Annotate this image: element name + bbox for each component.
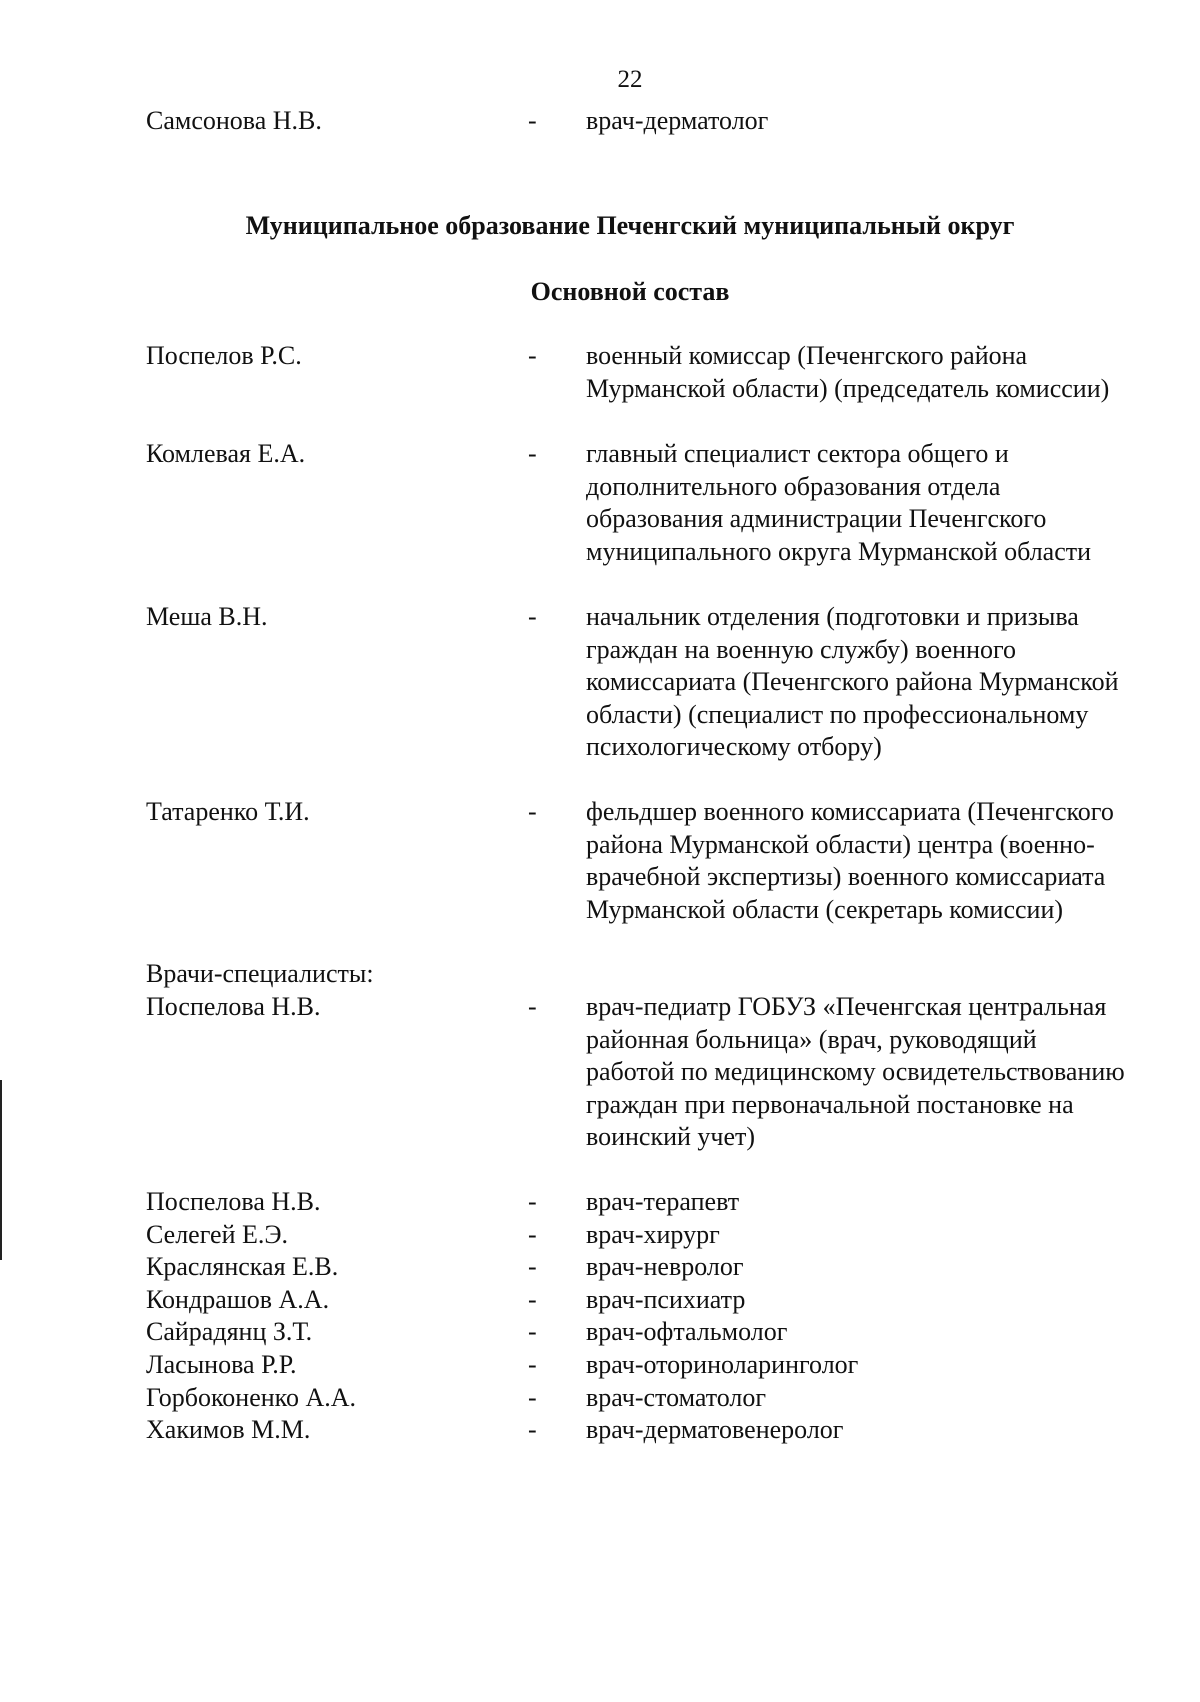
member-role: военный комиссар (Печенгского района Мурманской области) (председатель комиссии) <box>586 341 1110 403</box>
dash-separator: - <box>528 439 537 468</box>
dash-separator: - <box>528 1219 537 1249</box>
member-name: Хакимов М.М. <box>146 1415 311 1445</box>
dash-separator: - <box>528 1350 537 1379</box>
member-role: врач-оториноларинголог <box>586 1350 859 1379</box>
member-name: Сайрадянц З.Т. <box>146 1317 313 1347</box>
member-role: врач-невролог <box>586 1252 744 1282</box>
member-role: начальник отделения (подготовки и призыва граждан на военную службу) военного комиссариата (Печенгского района Мурманской области) (специалист по профессиональному психологическому отбору) <box>586 602 1119 762</box>
member-name: Кондрашов А.А. <box>146 1284 330 1314</box>
member-role: главный специалист сектора общего и дополнительного образования отдела образования администрации Печенгского муниципального округа Мурманской области <box>586 439 1092 566</box>
member-name: Поспелов Р.С. <box>146 341 302 370</box>
member-role: врач-терапевт <box>586 1187 740 1216</box>
scan-edge-mark <box>0 1080 2 1260</box>
member-name: Татаренко Т.И. <box>146 797 310 826</box>
dash-separator: - <box>528 1317 537 1347</box>
member-name: Самсонова Н.В. <box>146 106 322 135</box>
member-name: Краслянская Е.В. <box>146 1252 339 1282</box>
dash-separator: - <box>528 797 537 826</box>
member-role: врач-офтальмолог <box>586 1317 788 1347</box>
specialists-label: Врачи-специалисты: <box>146 959 374 988</box>
section-title: Муниципальное образование Печенгский муниципальный округ <box>245 211 1015 240</box>
dash-separator: - <box>528 1252 537 1282</box>
member-name: Горбоконенко А.А. <box>146 1382 357 1412</box>
member-role: врач-стоматолог <box>586 1382 767 1412</box>
member-name: Поспелова Н.В. <box>146 992 321 1021</box>
member-role: врач-дерматовенеролог <box>586 1415 844 1445</box>
member-name: Меша В.Н. <box>146 602 268 631</box>
member-role: врач-хирург <box>586 1219 720 1249</box>
dash-separator: - <box>528 341 537 370</box>
dash-separator: - <box>528 106 537 135</box>
member-name: Поспелова Н.В. <box>146 1187 321 1216</box>
subsection-title: Основной состав <box>530 277 730 306</box>
member-role: врач-психиатр <box>586 1284 746 1314</box>
member-name: Ласынова Р.Р. <box>146 1350 297 1379</box>
member-role: врач-педиатр ГОБУЗ «Печенгская центральная районная больница» (врач, руководящий работой по медицинскому освидетельствованию граждан при первоначальной постановке на воинский учет) <box>586 992 1125 1152</box>
dash-separator: - <box>528 992 537 1021</box>
dash-separator: - <box>528 1382 537 1412</box>
member-name: Комлевая Е.А. <box>146 439 306 468</box>
dash-separator: - <box>528 1415 537 1445</box>
dash-separator: - <box>528 1284 537 1314</box>
member-role: врач-дерматолог <box>586 106 769 135</box>
member-name: Селегей Е.Э. <box>146 1219 289 1249</box>
member-role: фельдшер военного комиссариата (Печенгского района Мурманской области) центра (военно-врачебной экспертизы) военного комиссариата Мурманской области (секретарь комиссии) <box>586 797 1114 924</box>
page-number: 22 <box>617 66 643 93</box>
dash-separator: - <box>528 1187 537 1216</box>
dash-separator: - <box>528 602 537 631</box>
